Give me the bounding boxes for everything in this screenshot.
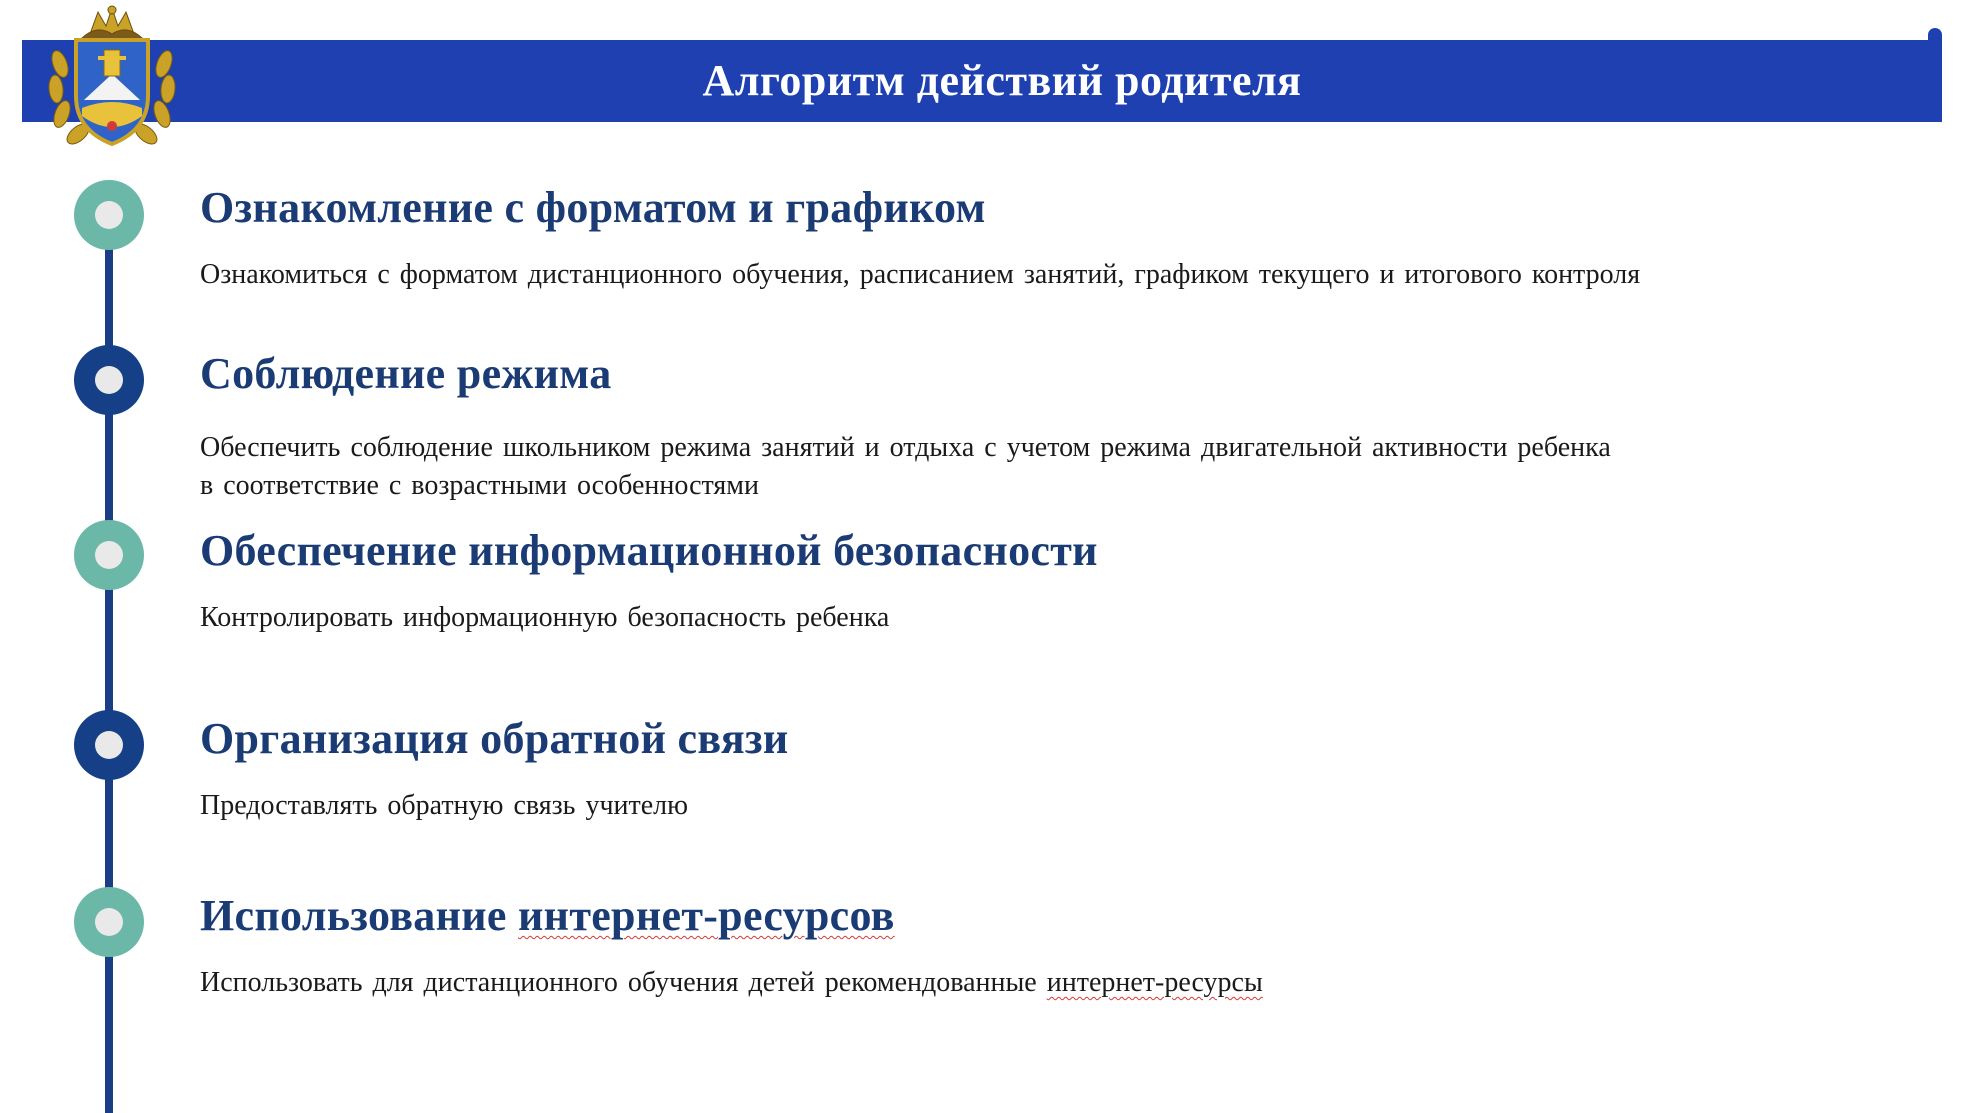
step-text-internet-part2: интернет-ресурсы — [1046, 967, 1263, 998]
timeline-node-1 — [74, 180, 144, 250]
step-title-format: Ознакомление с форматом и графиком — [200, 183, 986, 232]
timeline-line — [105, 200, 113, 1113]
step-text-regime-line1: Обеспечить соблюдение школьником режима занятий и отдыха с учетом режима двигательной активности ребенка — [200, 432, 1611, 463]
timeline-node-2 — [74, 345, 144, 415]
page-title: Алгоритм действий родителя — [702, 56, 1302, 105]
step-text-feedback: Предоставлять обратную связь учителю — [200, 790, 689, 821]
step-title-feedback: Организация обратной связи — [200, 714, 789, 763]
step-text-internet-part1: Использовать для дистанционного обучения детей рекомендованные — [200, 967, 1047, 998]
step-text-format: Ознакомиться с форматом дистанционного обучения, расписанием занятий, графиком текущего и итогового контроля — [200, 259, 1641, 290]
step-title-internet-part2: интернет-ресурсов — [518, 891, 895, 940]
step-text-security: Контролировать информационную безопасность ребенка — [200, 602, 890, 633]
step-text-internet — [200, 963, 1263, 1003]
timeline-node-4 — [74, 710, 144, 780]
step-title-internet-part1: Использование — [200, 891, 519, 940]
coat-of-arms-emblem — [42, 4, 182, 154]
timeline-node-3 — [74, 520, 144, 590]
step-title-security: Обеспечение информационной безопасности — [200, 526, 1098, 575]
step-title-internet — [200, 890, 895, 941]
header-banner — [22, 40, 1942, 122]
timeline-node-5 — [74, 887, 144, 957]
step-text-regime-line2: в соответствие с возрастными особенностями — [200, 470, 759, 501]
step-title-regime: Соблюдение режима — [200, 349, 612, 398]
